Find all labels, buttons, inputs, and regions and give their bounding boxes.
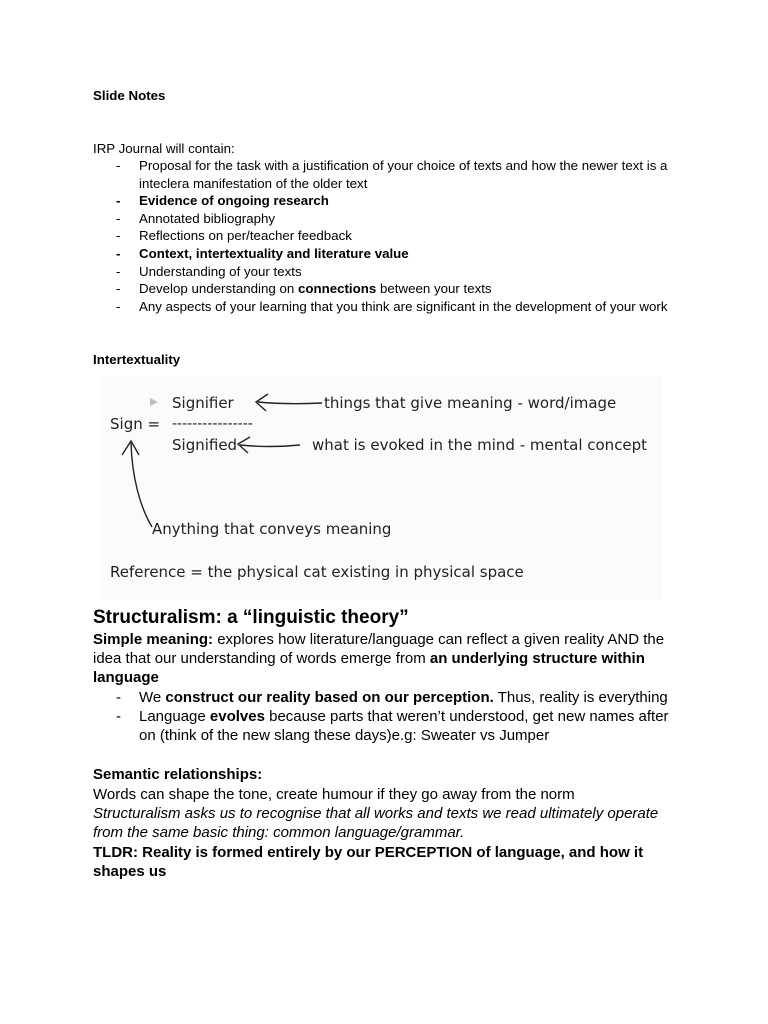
sign-label: Sign = (110, 415, 161, 433)
simple-meaning-label: Simple meaning: (93, 631, 214, 648)
item-text: Any aspects of your learning that you think are significant in the development of your work (139, 298, 668, 314)
intertextuality-heading: Intertextuality (93, 352, 181, 367)
conveys-arrow (131, 443, 152, 527)
item-text: Context, intertextuality and literature value (139, 245, 409, 261)
reference-label: Reference = the physical cat existing in physical space (110, 563, 524, 581)
list-item: - Evidence of ongoing research (116, 193, 329, 209)
sign-divider: ---------------- (172, 416, 253, 432)
semantic-text: Words can shape the tone, create humour if they go away from the norm (93, 786, 575, 803)
item-text: Understanding of your texts (139, 263, 302, 279)
bullet-icon (150, 398, 158, 406)
journal-intro: IRP Journal will contain: (93, 141, 235, 156)
item-text: Annotated bibliography (139, 210, 276, 226)
structuralism-heading: Structuralism: a “linguistic theory” (93, 607, 409, 628)
semantic-relationships-label: Semantic relationships: (93, 766, 263, 783)
item-text: Evidence of ongoing research (139, 193, 329, 209)
list-item: - Proposal for the task with a justification of your choice of texts and how the newer text is a inteclera manifestation of the older text (116, 158, 668, 191)
list-item: - We construct our reality based on our perception. Thus, reality is everything (116, 689, 668, 706)
connections-bold: connections (297, 281, 377, 297)
list-item: - Develop understanding on connections between your texts (116, 281, 492, 297)
signifier-arrow (258, 402, 322, 404)
tldr: TLDR: Reality is formed entirely by our PERCEPTION of language, and how it shapes us (93, 844, 644, 881)
page-title: Slide Notes (93, 88, 166, 103)
signified-label: Signified (172, 436, 238, 454)
list-item: - Language evolves because parts that weren’t understood, get new names after on (think of the new slang these days)e.g: Sweater vs Jumper (116, 708, 669, 745)
list-item: - Annotated bibliography (116, 210, 276, 226)
signifier-label: Signifier (172, 394, 234, 412)
journal-list (93, 157, 679, 315)
conveys-label: Anything that conveys meaning (152, 520, 392, 538)
simple-meaning-paragraph: Simple meaning: explores how literature/language can reflect a given reality AND the idea that our understanding of words emerge from an underlying structure within language (93, 631, 665, 687)
list-item: - Any aspects of your learning that you think are significant in the development of your work (116, 298, 668, 314)
signifier-description: things that give meaning - word/image (324, 394, 617, 412)
structuralism-italic-note: Structuralism asks us to recognise that all works and texts we read ultimately operate from the same basic thing: common language/grammar. (93, 805, 659, 842)
item-text: Reflections on per/teacher feedback (139, 228, 352, 244)
signified-arrow (240, 445, 300, 447)
structuralism-list (93, 688, 669, 746)
list-item: - Reflections on per/teacher feedback (116, 228, 352, 244)
underlying-structure-bold: an underlying structure within language (93, 650, 645, 687)
sign-diagram (100, 377, 662, 599)
item-text: Proposal for the task with a justification of your choice of texts and how the newer text is a inteclera manifestation of the older text (139, 158, 668, 191)
signified-description: what is evoked in the mind - mental concept (312, 436, 648, 454)
list-item: - Context, intertextuality and literature value (116, 245, 409, 261)
list-item: - Understanding of your texts (116, 263, 302, 279)
